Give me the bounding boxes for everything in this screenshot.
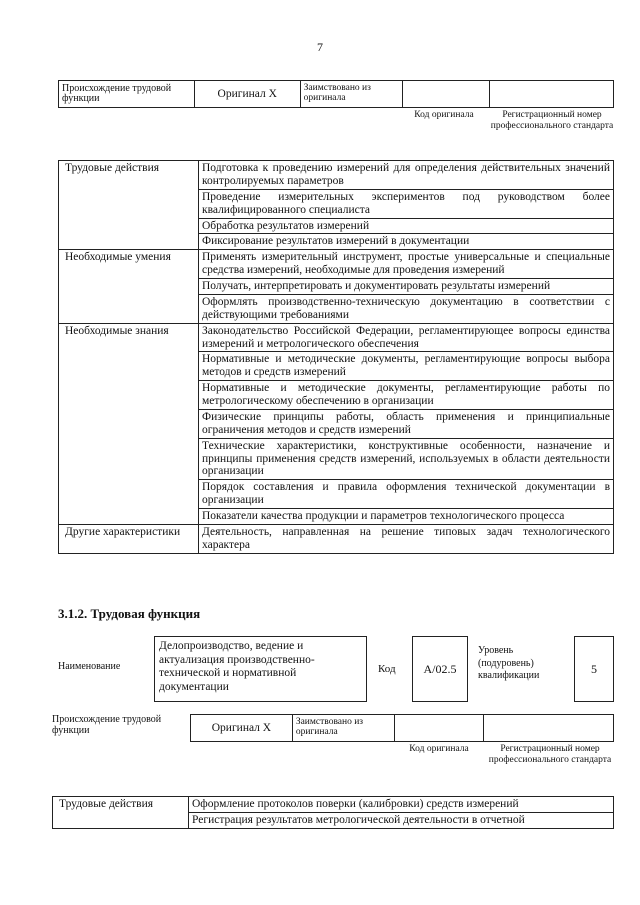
name-label: Наименование bbox=[58, 661, 121, 672]
origin-reg-cell-bottom bbox=[484, 715, 614, 742]
origin-label-bottom: Происхождение трудовой функции bbox=[52, 714, 162, 736]
origin-table-bottom bbox=[190, 714, 614, 742]
description-cell: Порядок составления и правила оформления технической документации в организации bbox=[199, 480, 614, 509]
description-cell: Физические принципы работы, область применения и принципиальные ограничения методов и средств измерений bbox=[199, 409, 614, 438]
description-cell: Деятельность, направленная на решение типовых задач технологического характера bbox=[199, 524, 614, 553]
description-cell: Получать, интерпретировать и документировать результаты измерений bbox=[199, 279, 614, 295]
description-cell: Фиксирование результатов измерений в документации bbox=[199, 234, 614, 250]
level-label: Уровень (подуровень) квалификации bbox=[478, 645, 540, 681]
description-cell: Показатели качества продукции и параметров технологического процесса bbox=[199, 509, 614, 525]
function-name: Делопроизводство, ведение и актуализация производственно-технической и нормативной документации bbox=[154, 636, 367, 702]
code-original-caption: Код оригинала bbox=[414, 110, 474, 120]
origin-label: Происхождение трудовой функции bbox=[59, 81, 195, 108]
reg-number-caption-bottom: Регистрационный номер профессионального стандарта bbox=[488, 744, 612, 765]
description-cell: Применять измерительный инструмент, простые универсальные и специальные средства измерений, необходимые для проведения измерений bbox=[199, 250, 614, 279]
origin-table-top bbox=[58, 80, 614, 108]
code-label: Код bbox=[378, 663, 396, 675]
origin-reg-cell bbox=[490, 81, 614, 108]
origin-borrowed: Заимствовано из оригинала bbox=[300, 81, 402, 108]
category-cell: Трудовые действия bbox=[59, 161, 199, 250]
description-cell: Оформление протоколов поверки (калибровки) средств измерений bbox=[189, 797, 614, 813]
table-row bbox=[59, 161, 614, 190]
description-cell: Подготовка к проведению измерений для определения действительных значений контролируемых параметров bbox=[199, 161, 614, 190]
description-cell: Оформлять производственно-техническую документацию в соответствии с действующими требованиями bbox=[199, 294, 614, 323]
table-row bbox=[53, 797, 614, 813]
section-title: 3.1.2. Трудовая функция bbox=[58, 606, 201, 621]
category-cell: Необходимые знания bbox=[59, 323, 199, 524]
description-cell: Проведение измерительных экспериментов под руководством более квалифицированного специалиста bbox=[199, 189, 614, 218]
function-details-table bbox=[58, 160, 614, 554]
description-cell: Обработка результатов измерений bbox=[199, 218, 614, 234]
origin-original: Оригинал X bbox=[194, 81, 300, 108]
code-original-caption-bottom: Код оригинала bbox=[409, 744, 469, 754]
description-cell: Нормативные и методические документы, регламентирующие работы по метрологическому обеспечению в организации bbox=[199, 381, 614, 410]
description-cell: Нормативные и методические документы, регламентирующие вопросы выбора методов и средств измерений bbox=[199, 352, 614, 381]
table-row bbox=[59, 524, 614, 553]
origin-original-bottom: Оригинал X bbox=[191, 715, 293, 742]
origin-code-cell-bottom bbox=[394, 715, 484, 742]
category-cell: Необходимые умения bbox=[59, 250, 199, 323]
category-cell: Трудовые действия bbox=[53, 797, 189, 829]
reg-number-caption: Регистрационный номер профессионального стандарта bbox=[490, 110, 614, 131]
table-row bbox=[59, 250, 614, 279]
qualification-level: 5 bbox=[574, 636, 614, 702]
table-row bbox=[59, 323, 614, 352]
function-details-table-2 bbox=[52, 796, 614, 829]
function-code: A/02.5 bbox=[412, 636, 468, 702]
origin-borrowed-bottom: Заимствовано из оригинала bbox=[292, 715, 394, 742]
origin-code-cell bbox=[402, 81, 490, 108]
description-cell: Технические характеристики, конструктивные особенности, назначение и принципы применения средств измерений, используемых в области деятельности организации bbox=[199, 438, 614, 480]
page-number: 7 bbox=[317, 40, 323, 54]
description-cell: Законодательство Российской Федерации, регламентирующее вопросы единства измерений и метрологического обеспечения bbox=[199, 323, 614, 352]
description-cell: Регистрация результатов метрологической деятельности в отчетной bbox=[189, 812, 614, 828]
category-cell: Другие характеристики bbox=[59, 524, 199, 553]
